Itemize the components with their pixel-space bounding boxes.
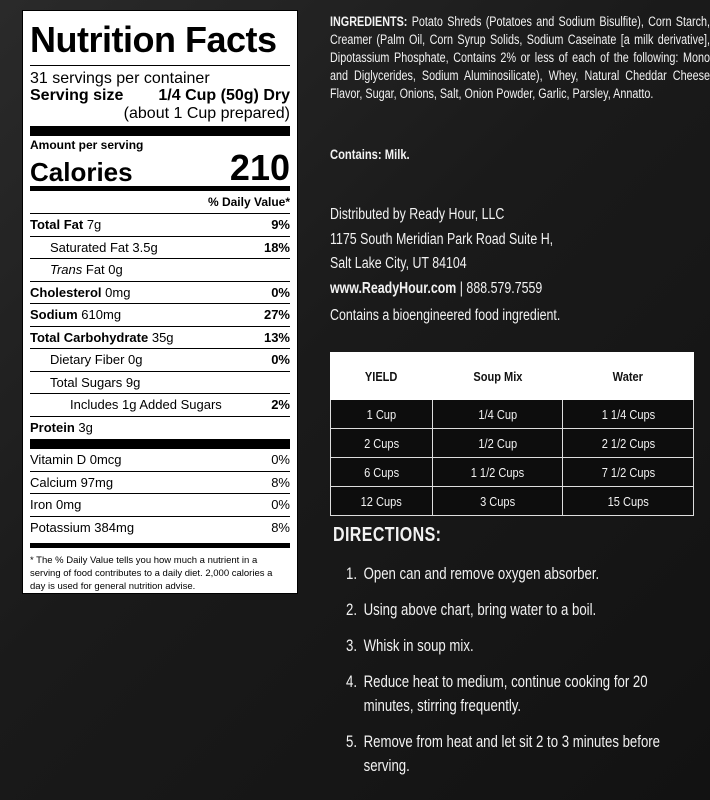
table-row — [331, 458, 694, 487]
step-number: 1. — [346, 565, 358, 583]
step-text: Reduce heat to medium, continue cooking for 20 minutes, stirring frequently. — [363, 673, 648, 715]
nutrient-label: Total Fat — [30, 217, 84, 232]
col-header-soup-mix: Soup Mix — [432, 353, 563, 400]
col-header-water: Water — [563, 353, 694, 400]
vitamin-pct: 0% — [271, 452, 290, 467]
contains-heading: Contains: — [330, 146, 382, 162]
step-number: 5. — [346, 733, 358, 751]
nutrient-row-trans-fat — [30, 259, 290, 282]
vitamin-label: Vitamin D 0mcg — [30, 452, 122, 467]
divider — [30, 126, 290, 136]
vitamin-row-iron — [30, 494, 290, 517]
nutrient-pct: 2% — [271, 397, 290, 412]
step-number: 2. — [346, 601, 358, 619]
nutrient-label: Cholesterol — [30, 284, 102, 300]
step-number: 4. — [346, 673, 358, 691]
table-cell: 2 1/2 Cups — [563, 429, 694, 458]
nutrient-row-sodium — [30, 304, 290, 327]
distributor-contact — [330, 277, 650, 302]
nutrient-label: Trans — [50, 262, 83, 277]
nutrient-row-dietary-fiber — [30, 349, 290, 372]
contains-block — [330, 146, 570, 162]
table-cell: 6 Cups — [331, 458, 433, 487]
table-cell: 3 Cups — [432, 487, 563, 516]
nutrient-pct: 13% — [263, 329, 290, 345]
nutrition-facts-label — [22, 10, 298, 594]
nutrient-amount: 3g — [78, 419, 93, 435]
col-header-yield: YIELD — [331, 353, 433, 400]
table-cell: 2 Cups — [331, 429, 433, 458]
table-cell: 12 Cups — [331, 487, 433, 516]
contains-text: Milk. — [384, 146, 410, 162]
serving-size-row — [30, 87, 290, 105]
vitamin-label: Potassium 384mg — [30, 519, 135, 535]
nutrient-amount: 9g — [125, 374, 141, 390]
vitamin-row-vitamin-d — [30, 449, 290, 472]
nutrient-amount: 7g — [86, 217, 102, 232]
vitamin-label: Calcium 97mg — [30, 474, 114, 490]
nutrition-title: Nutrition Facts — [30, 19, 277, 60]
phone-number: | 888.579.7559 — [456, 279, 543, 297]
nutrient-label: Includes 1g Added Sugars — [70, 397, 222, 412]
ingredients-block — [330, 13, 710, 103]
nutrient-amount: Fat 0g — [85, 262, 123, 277]
directions-heading: DIRECTIONS: — [333, 524, 442, 546]
nutrient-label: Total Carbohydrate — [30, 329, 149, 345]
nutrient-row-saturated-fat — [30, 237, 290, 260]
nutrient-label: Protein — [30, 419, 75, 435]
nutrient-row-added-sugars — [30, 394, 290, 417]
divider — [30, 65, 290, 66]
table-cell: 1 1/4 Cups — [563, 400, 694, 429]
serving-size-value: 1/4 Cup (50g) Dry — [158, 87, 290, 104]
nutrient-label: Saturated Fat — [50, 239, 129, 255]
nutrient-pct: 0% — [271, 352, 290, 367]
step-number: 3. — [346, 637, 358, 655]
divider — [30, 439, 290, 449]
daily-value-footnote: * The % Daily Value tells you how much a nutrient in a serving of food contributes to a daily diet. 2,000 calories a day is used for general nutrition advise. — [30, 543, 290, 593]
yield-table-header — [331, 353, 694, 400]
nutrient-label: Sodium — [30, 307, 78, 322]
vitamin-row-potassium — [30, 517, 290, 540]
direction-step — [346, 598, 698, 622]
amount-per-serving: Amount per serving — [30, 138, 144, 152]
vitamin-row-calcium — [30, 472, 290, 495]
bioengineered-notice: Contains a bioengineered food ingredient. — [330, 307, 561, 324]
nutrient-amount: 3.5g — [132, 239, 158, 255]
nutrient-pct: 0% — [271, 284, 290, 300]
table-cell: 15 Cups — [563, 487, 694, 516]
nutrient-label: Total Sugars — [50, 374, 123, 390]
nutrient-row-protein — [30, 417, 290, 440]
daily-value-header: % Daily Value* — [30, 191, 290, 214]
nutrient-amount: 0mg — [105, 284, 131, 300]
distributor-city: Salt Lake City, UT 84104 — [330, 255, 467, 272]
servings-per-container: 31 servings per container — [30, 70, 210, 87]
table-row — [331, 487, 694, 516]
step-text: Using above chart, bring water to a boil. — [363, 601, 597, 619]
nutrient-row-total-fat — [30, 214, 290, 237]
vitamin-label: Iron 0mg — [30, 497, 82, 512]
directions-list — [346, 562, 698, 790]
nutrient-pct: 9% — [271, 217, 290, 232]
serving-prepared: (about 1 Cup prepared) — [123, 105, 290, 122]
table-row — [331, 400, 694, 429]
nutrient-row-total-carbohydrate — [30, 327, 290, 350]
step-text: Remove from heat and let sit 2 to 3 minutes before serving. — [363, 733, 661, 775]
nutrient-row-total-sugars — [30, 372, 290, 395]
direction-step — [346, 730, 698, 778]
serving-size-label: Serving size — [30, 87, 124, 104]
nutrient-pct: 27% — [263, 307, 290, 322]
nutrient-amount: 610mg — [81, 307, 122, 322]
direction-step — [346, 562, 698, 586]
ingredients-heading: INGREDIENTS: — [330, 14, 408, 29]
website-link: www.ReadyHour.com — [330, 279, 457, 297]
table-cell: 1/2 Cup — [432, 429, 563, 458]
ingredients-text: Potato Shreds (Potatoes and Sodium Bisulfite), Corn Starch, Creamer (Palm Oil, Corn Syrup Solids, Sodium Caseinate [a milk derivative], Dipotassium Phosphate, Contains 2% or less of each of the following: Mono and Diglycerides, Sodium Aluminosilicate), Whey, Natural Cheddar Cheese Flavor, Sugar, Onions, Salt, Onion Powder, Garlic, Parsley, Annatto. — [330, 14, 710, 101]
nutrient-amount: 35g — [151, 329, 174, 345]
nutrient-label: Dietary Fiber — [50, 352, 125, 367]
distributor-address: 1175 South Meridian Park Road Suite H, — [330, 230, 554, 248]
yield-table — [330, 352, 694, 516]
direction-step — [346, 670, 698, 718]
table-cell: 7 1/2 Cups — [563, 458, 694, 487]
distributor-line: Distributed by Ready Hour, LLC — [330, 206, 505, 223]
step-text: Whisk in soup mix. — [363, 637, 474, 655]
nutrient-row-cholesterol — [30, 282, 290, 305]
distributor-block — [330, 203, 650, 301]
vitamin-pct: 0% — [271, 497, 290, 512]
vitamin-pct: 8% — [271, 474, 290, 490]
table-cell: 1 1/2 Cups — [432, 458, 563, 487]
step-text: Open can and remove oxygen absorber. — [363, 565, 600, 583]
table-cell: 1/4 Cup — [432, 400, 563, 429]
table-row — [331, 429, 694, 458]
nutrient-amount: 0g — [128, 352, 143, 367]
direction-step — [346, 634, 698, 658]
table-cell: 1 Cup — [331, 400, 433, 429]
calories-row — [30, 147, 290, 188]
nutrient-pct: 18% — [263, 239, 290, 255]
vitamin-pct: 8% — [271, 519, 290, 535]
calories-value: 210 — [229, 147, 290, 188]
calories-label: Calories — [30, 157, 133, 187]
